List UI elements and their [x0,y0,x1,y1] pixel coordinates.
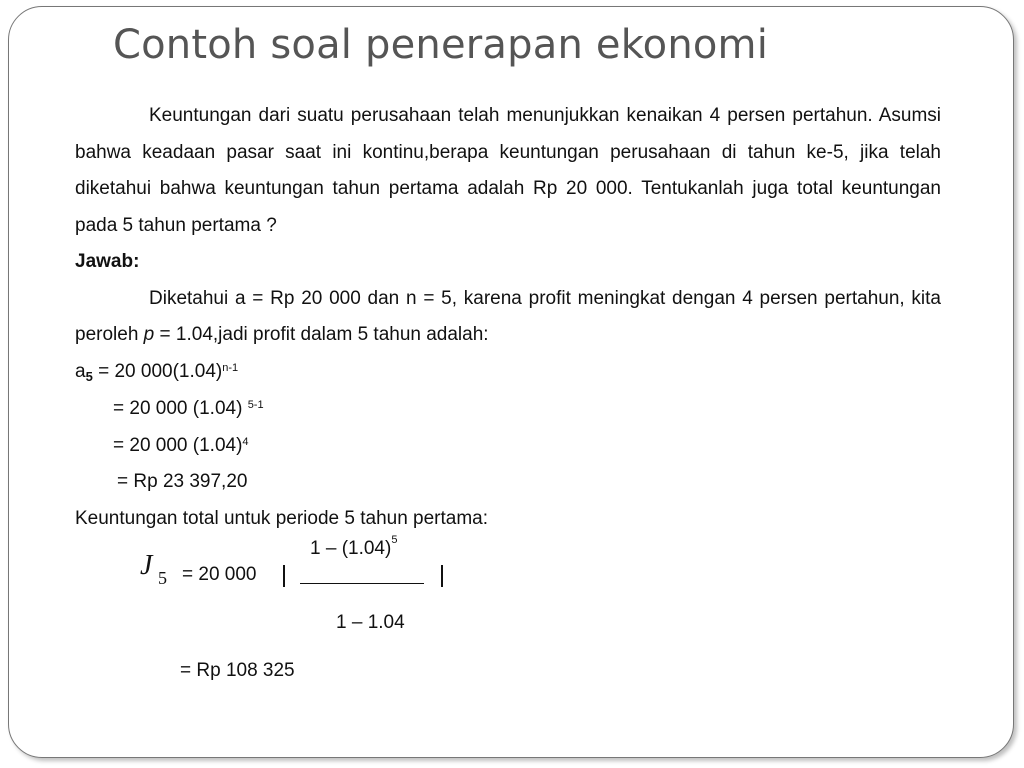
equation-step-2 [75,391,941,428]
formula-right-bar [441,565,443,587]
fraction-line [300,583,424,584]
total-result: = Rp 108 325 [180,660,295,681]
step2-exponent: 5-1 [247,399,264,411]
numerator-exponent: 5 [391,534,398,546]
formula-j-subscript: 5 [158,568,167,588]
answer-label: Jawab: [75,251,140,272]
total-label: Keuntungan total untuk periode 5 tahun pertama: [75,507,489,529]
equation-step-1 [75,354,941,392]
formula-coefficient: = 20 000 [182,564,257,585]
step3-exponent: 4 [242,435,249,448]
formula-numerator [310,534,398,560]
equation-step-3 [75,428,941,465]
formula-denominator: 1 – 1.04 [336,612,405,633]
known-text-part-1: Diketahui a = Rp 20 000 dan n = 5, karena profit meningkat dengan 4 persen pertahun, kita peroleh [75,287,941,345]
slide-title: Contoh soal penerapan ekonomi [113,22,769,68]
step1-lhs: a [75,360,86,382]
problem-paragraph: Keuntungan dari suatu perusahaan telah menunjukkan kenaikan 4 persen pertahun. Asumsi bahwa keadaan pasar saat ini kontinu,berapa keuntungan perusahaan di tahun ke-5, jika telah diketahui bahwa keuntungan tahun pertama adalah Rp 20 000. Tentukanlah juga total keuntungan pada 5 tahun pertama ? [75,105,941,236]
step1-subscript: 5 [85,368,93,384]
formula-left-bar [283,565,285,587]
known-text-part-2: = 1.04,jadi profit dalam 5 tahun adalah: [154,324,489,345]
step3-text: = 20 000 (1.04) [113,434,243,456]
step1-exponent: n-1 [222,361,239,374]
numerator-text: 1 – (1.04) [310,538,392,559]
equation-step-4: = Rp 23 397,20 [117,471,248,492]
formula-j-symbol: J [140,550,153,581]
slide-content [75,98,941,537]
step1-rhs: = 20 000(1.04) [92,360,223,382]
known-paragraph [75,281,941,354]
known-variable-p: p [143,324,155,345]
step2-text: = 20 000 (1.04) [113,398,248,419]
total-formula [140,534,540,648]
